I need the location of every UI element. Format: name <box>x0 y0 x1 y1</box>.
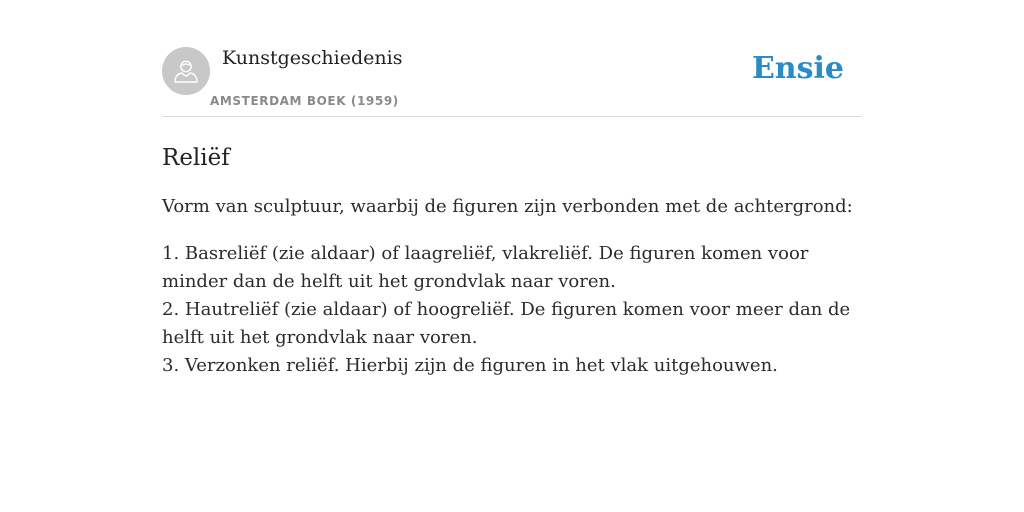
book-subtitle: AMSTERDAM BOEK (1959) <box>210 94 399 108</box>
page-content <box>162 0 862 380</box>
list-item: 3. Verzonken reliëf. Hierbij zijn de figuren in het vlak uitgehouwen. <box>162 355 778 376</box>
user-avatar-icon[interactable] <box>162 47 210 95</box>
book-title-link[interactable]: Kunstgeschiedenis <box>222 47 403 69</box>
user-silhouette-icon <box>162 47 210 95</box>
ensie-logo[interactable]: Ensie <box>751 51 844 86</box>
list-item: 2. Hautreliëf (zie aldaar) of hoogreliëf. De figuren komen voor meer dan de helft uit het grondvlak naar voren. <box>162 299 851 348</box>
article-title: Reliëf <box>162 145 230 171</box>
list-item: 1. Basreliëf (zie aldaar) of laagreliëf, vlakreliëf. De figuren komen voor minder dan de helft uit het grondvlak naar voren. <box>162 243 809 292</box>
article-intro: Vorm van sculptuur, waarbij de figuren zijn verbonden met de achtergrond: <box>162 196 853 217</box>
page-header <box>162 0 862 117</box>
article-list <box>162 240 862 380</box>
